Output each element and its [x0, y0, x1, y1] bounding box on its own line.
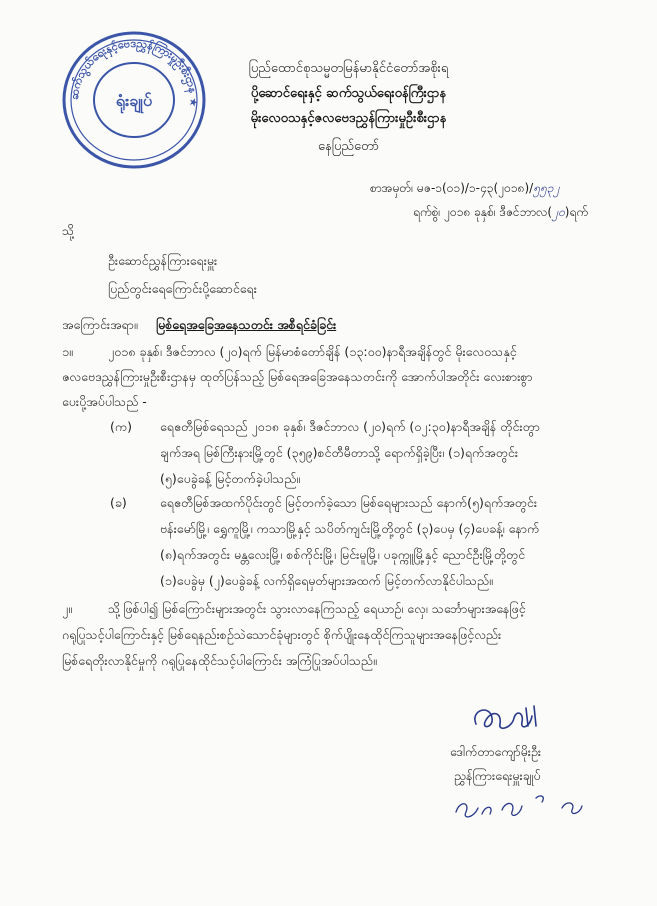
paragraph-1-line-1: ၂၀၁၈ ခုနှစ်၊ ဒီဇင်ဘာလ (၂၀)ရက် မြန်မာစံတော်ချိန် (၁၃:၀၀)နာရီအချိန်တွင် မိုးလေဝသနှင့်: [108, 344, 517, 359]
letter-number-handwritten: ၅၅၃၂: [533, 181, 560, 195]
letter-date-handwritten: ၂၀: [552, 205, 565, 219]
header-line-government: ပြည်ထောင်စုသမ္မတမြန်မာနိုင်ငံတော်အစိုးရ: [248, 61, 449, 76]
letter-number-text: စာအမှတ်၊ မဇ-၁(၀၁)/၁-၄၃(၂၀၁၈)/: [370, 181, 534, 195]
header-line-department: မိုးလေဝသနှင့်ဇလဗေဒညွှန်ကြားမှုဦးစီးဌာန: [250, 111, 447, 126]
handwritten-signature: [468, 698, 558, 740]
letter-date: [413, 204, 588, 222]
item-ka-line-3: (၅)ပေခွဲခန့် မြင့်တက်ခဲ့ပါသည်။: [160, 471, 301, 486]
paragraph-2-line-1: သို့ဖြစ်ပါ၍ မြစ်ကြောင်းများအတွင်း သွားလာနေကြသည့် ရေယာဉ်၊ လှေ၊ သင်္ဘောများအနေဖြင့်: [108, 601, 526, 616]
subject-label: အကြောင်းအရာ။: [62, 317, 138, 332]
paragraph-1-number: ၁။: [62, 344, 73, 359]
seal-center-text: ရုံးချုပ်: [115, 91, 153, 110]
header-line-ministry: ပို့ဆောင်ရေးနှင့် ဆက်သွယ်ရေးဝန်ကြီးဌာန: [250, 86, 447, 101]
item-kha-line-4: (၁)ပေခွဲမှ (၂)ပေခွဲခန့် လက်ရှိရေမှတ်များအထက် မြင့်တက်လာနိုင်ပါသည်။: [160, 573, 493, 588]
item-ka-line-1: ရေဧတီမြစ်ရေသည် ၂၀၁၈ ခုနှစ်၊ ဒီဇင်ဘာလ (၂၀)ရက် (၀၂:၃၀)နာရီအချိန် တိုင်းတွာ: [160, 419, 540, 434]
item-kha-line-1: ရေဧတီမြစ်အထက်ပိုင်းတွင် မြင့်တက်ခဲ့သော မြစ်ရေများသည် နောက်(၅)ရက်အတွင်း: [160, 495, 538, 510]
recipient-department: ပြည်တွင်းရေကြောင်းပို့ဆောင်ရေး: [108, 281, 257, 296]
paragraph-1-line-3: ပေးပို့အပ်ပါသည် -: [62, 394, 147, 409]
signatory-title: ညွှန်ကြားရေးမှူးချုပ်: [454, 768, 541, 783]
subject-text: မြစ်ရေအခြေအနေသတင်း အစီရင်ခံခြင်း: [156, 317, 337, 332]
item-kha-line-3: (၈)ရက်အတွင်း မန္တလေးမြို့၊ စစ်ကိုင်းမြို့၊ မြင်းမူမြို့၊ ပခုက္ကူမြို့နှင့် ညောင်ဦးမြို့တို့တွင်: [160, 547, 526, 562]
letter-date-end: )ရက်: [564, 205, 589, 219]
item-ka-number: (က): [110, 419, 132, 434]
header-line-city: နေပြည်တော်: [317, 139, 379, 154]
letter-number: [370, 180, 559, 198]
item-ka-line-2: ချက်အရ မြစ်ကြီးနားမြို့တွင် (၃၅၉)စင်တီမီတာသို့ ရောက်ရှိခဲ့ပြီး၊ (၁)ရက်အတွင်း: [160, 445, 519, 460]
handwritten-annotations: [452, 790, 602, 826]
item-kha-line-2: ဗန်းမော်မြို့၊ ရွှေကူမြို့၊ ကသာမြို့နှင့် သပိတ်ကျင်းမြို့တို့တွင် (၃)ပေမှ (၄)ပေခန့်၊ နောက်: [160, 521, 540, 536]
paragraph-1-line-2: ဇလဗေဒညွှန်ကြားမှုဦးစီးဌာနမှ ထုတ်ပြန်သည့် မြစ်ရေအခြေအနေသတင်းကို အောက်ပါအတိုင်း လေးစားစွာ: [62, 369, 533, 384]
signatory-name: ဒေါက်တာကျော်မိုးဦး: [450, 744, 542, 759]
item-kha-number: (ခ): [110, 495, 127, 510]
paragraph-2-line-2: ဂရုပြုသင့်ပါကြောင်းနှင့် မြစ်ရေနည်းစဉ်သဲသောင်ခုံများတွင် စိုက်ပျိုးနေထိုင်ကြသူများအနေဖြင့်လည်း: [62, 627, 502, 642]
recipient-title: ဦးဆောင်ညွှန်ကြားရေးမှူး: [108, 253, 218, 268]
seal-ring-text: ဆက်သွယ်ရေးနှင့်ဗေဒညွှန်ကြားမှုဦးစီးဌာန ★: [67, 36, 201, 108]
paragraph-2-number: ၂။: [62, 601, 72, 616]
paragraph-2-line-3: မြစ်ရေတိုးလာနိုင်မှုကို ဂရုပြုနေထိုင်သင့်ပါကြောင်း အကြံပြုအပ်ပါသည်။: [62, 653, 377, 668]
letter-date-text: ရက်စွဲ၊ ၂၀၁၈ ခုနှစ်၊ ဒီဇင်ဘာလ(: [413, 205, 553, 219]
to-label: သို့: [62, 223, 75, 238]
